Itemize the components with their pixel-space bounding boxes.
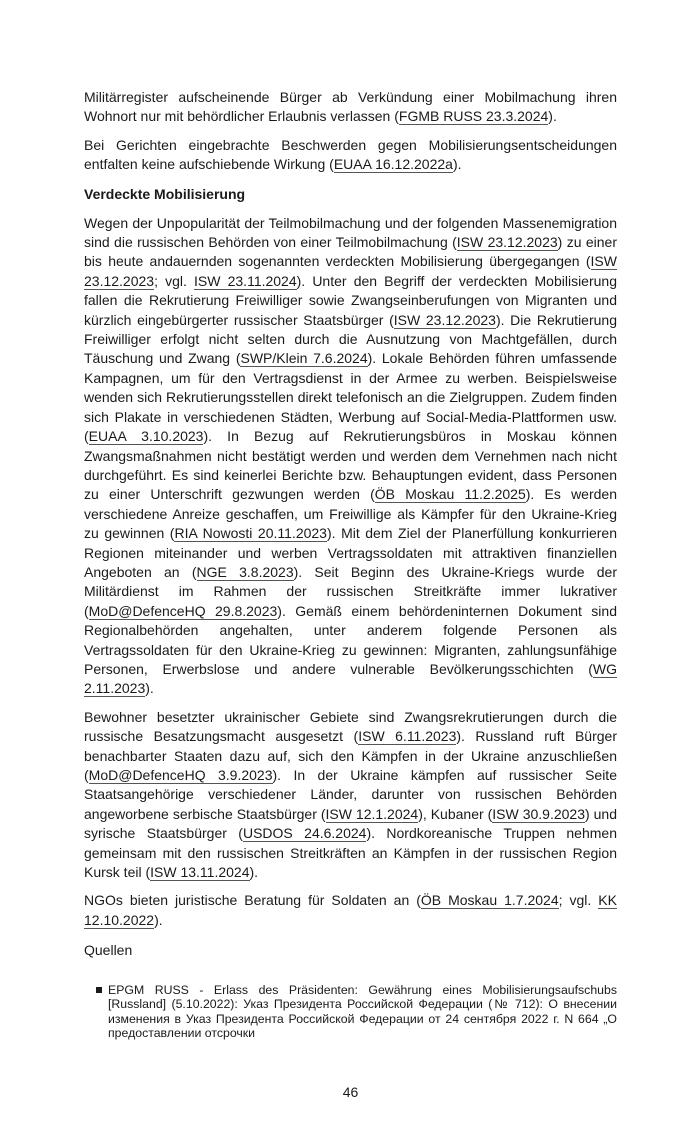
paragraph [84, 214, 617, 699]
citation-link[interactable]: ISW 23.11.2024 [194, 272, 297, 289]
text-segment: ). In der Ukraine kämpfen auf russischer Seite Staatsangehörige verschiedener Länder, darunter von russischen Behörden angeworbene serbische Staatsbürger ( [84, 767, 617, 822]
text-segment: ). Unter den Begriff der verdeckten Mobilisierung fallen die Rekrutierung Freiwilliger sowie Zwangseinberufungen von Migranten und kürzlich eingebürgerter russischer Staatsbürger ( [84, 272, 617, 328]
sources-list [96, 983, 617, 1041]
text-segment: ). In Bezug auf Rekrutierungsbüros in Moskau können Zwangsmaßnahmen nicht bestätigt werden und werden dem Vernehmen nach nicht durchgeführt. Es sind keinerlei Berichte bzw. Behauptungen evident, dass Personen zu einer Unterschrift gezwungen werden ( [84, 428, 617, 503]
text-segment: ; vgl. [558, 892, 599, 909]
text-segment: ). Es werden verschiedene Anreize geschaffen, um Freiwillige als Kämpfer für den Ukraine-Krieg zu gewinnen ( [84, 486, 617, 542]
citation-link[interactable]: ISW 13.11.2024 [150, 864, 250, 881]
text-segment: ) zu einer bis heute andauernden sogenannten verdeckten Mobilisierung übergegangen ( [84, 234, 617, 270]
text-segment: ). Russland ruft Bürger benachbarter Staaten dazu auf, sich den Kämpfen in der Ukraine anzuschließen ( [84, 728, 617, 783]
source-text: EPGM RUSS - Erlass des Präsidenten: Gewährung eines Mobilisierungsaufschubs [Russland] (5.10.2022): Указ Президента Российской Федерации (№ 712): О внесении изменения в Указ Президента Российской Федерации от 24 сентября 2022 г. N 664 „О предоставлении отсрочки [108, 982, 617, 1041]
text-segment: ). [145, 680, 154, 697]
citation-link[interactable]: ISW 23.12.2023 [84, 253, 617, 289]
paragraph [84, 708, 617, 883]
citation-link[interactable]: EUAA 16.12.2022a [333, 156, 453, 173]
citation-link[interactable]: USDOS 24.6.2024 [242, 825, 367, 842]
text-segment: Quellen [84, 942, 133, 959]
citation-link[interactable]: ÖB Moskau 11.2.2025 [374, 486, 526, 503]
citation-link[interactable]: ISW 23.12.2023 [456, 234, 558, 251]
text-segment: ). Die Rekrutierung Freiwilliger erfolgt nicht selten durch die Ausnutzung von Machtgefällen, durch Täuschung und Zwang ( [84, 311, 617, 367]
text-segment: Wegen der Unpopularität der Teilmobilmachung und der folgenden Massenemigration sind die russischen Behörden von einer Teilmobilmachung ( [84, 214, 617, 251]
text-segment: ) und syrische Staatsbürger ( [84, 805, 617, 842]
text-segment: ), Kubaner ( [418, 805, 493, 822]
citation-link[interactable]: RIA Nowosti 20.11.2023 [174, 525, 327, 542]
citation-link[interactable]: EUAA 3.10.2023 [88, 428, 204, 445]
text-segment: ). [154, 911, 163, 928]
text-segment: Bewohner besetzter ukrainischer Gebiete sind Zwangsrekrutierungen durch die russische Besatzungsmacht ausgesetzt ( [84, 708, 617, 745]
text-segment: ). Gemäß einem behördeninternen Dokument sind Regionalbehörden angehalten, unter anderem folgende Personen als Vertragssoldaten für den Ukraine-Krieg zu gewinnen: Migranten, zahlungsunfähige Personen, Erwerbslose und andere vulnerable Bevölkerungsschichten ( [84, 602, 617, 677]
text-segment: ; vgl. [154, 272, 195, 289]
document-body [84, 88, 617, 961]
text-segment: Bei Gerichten eingebrachte Beschwerden gegen Mobilisierungsentscheidungen entfalten keine aufschiebende Wirkung ( [84, 136, 617, 173]
text-segment: Verdeckte Mobilisierung [84, 185, 246, 202]
text-segment: ). [249, 864, 259, 881]
paragraph [84, 88, 617, 127]
section-heading [84, 185, 617, 204]
text-segment: ). Mit dem Ziel der Planerfüllung konkurrieren Regionen miteinander und werben Vertragssoldaten mit attraktiven finanziellen Angeboten an ( [84, 525, 618, 580]
text-segment: NGOs bieten juristische Beratung für Soldaten an ( [84, 892, 421, 909]
text-segment: ). [452, 156, 462, 173]
citation-link[interactable]: ÖB Moskau 1.7.2024 [420, 892, 559, 909]
citation-link[interactable]: ISW 6.11.2023 [358, 728, 457, 745]
text-segment: ). Nordkoreanische Truppen nehmen gemeinsam mit den russischen Streitkräften an Kämpfen in der russischen Region Kursk teil ( [84, 825, 617, 881]
paragraph [84, 136, 617, 175]
text-segment: ). Lokale Behörden führen umfassende Kampagnen, um für den Vertragsdienst in der Armee zu werben. Beispielsweise wenden sich Rekrutierungsstellen direkt telefonisch an die Zielgruppen. Zudem finden sich Plakate in verschiedenen Städten, Werbung auf Social-Media-Plattformen usw. ( [84, 350, 618, 445]
source-item [96, 983, 617, 1041]
citation-link[interactable]: NGE 3.8.2023 [196, 563, 294, 580]
citation-link[interactable]: KK 12.10.2022 [84, 892, 617, 928]
text-segment: ). [548, 108, 557, 125]
paragraph [84, 891, 617, 930]
citation-link[interactable]: ISW 23.12.2023 [393, 311, 496, 328]
text-segment: Militärregister aufscheinende Bürger ab Verkündung einer Mobilmachung ihren Wohnort nur mit behördlicher Erlaubnis verlassen ( [84, 89, 617, 125]
citation-link[interactable]: MoD@DefenceHQ 3.9.2023 [88, 767, 273, 783]
citation-link[interactable]: WG 2.11.2023 [84, 660, 617, 697]
citation-link[interactable]: MoD@DefenceHQ 29.8.2023 [88, 602, 278, 619]
page-number: 46 [342, 1084, 359, 1101]
text-segment: ). Seit Beginn des Ukraine-Kriegs wurde der Militärdienst im Rahmen der russischen Streitkräfte immer lukrativer ( [84, 563, 617, 619]
citation-link[interactable]: FGMB RUSS 23.3.2024 [398, 108, 549, 125]
citation-link[interactable]: SWP/Klein 7.6.2024 [240, 350, 368, 367]
sources-label [84, 941, 617, 960]
citation-link[interactable]: ISW 30.9.2023 [492, 805, 585, 822]
citation-link[interactable]: ISW 12.1.2024 [325, 805, 419, 822]
